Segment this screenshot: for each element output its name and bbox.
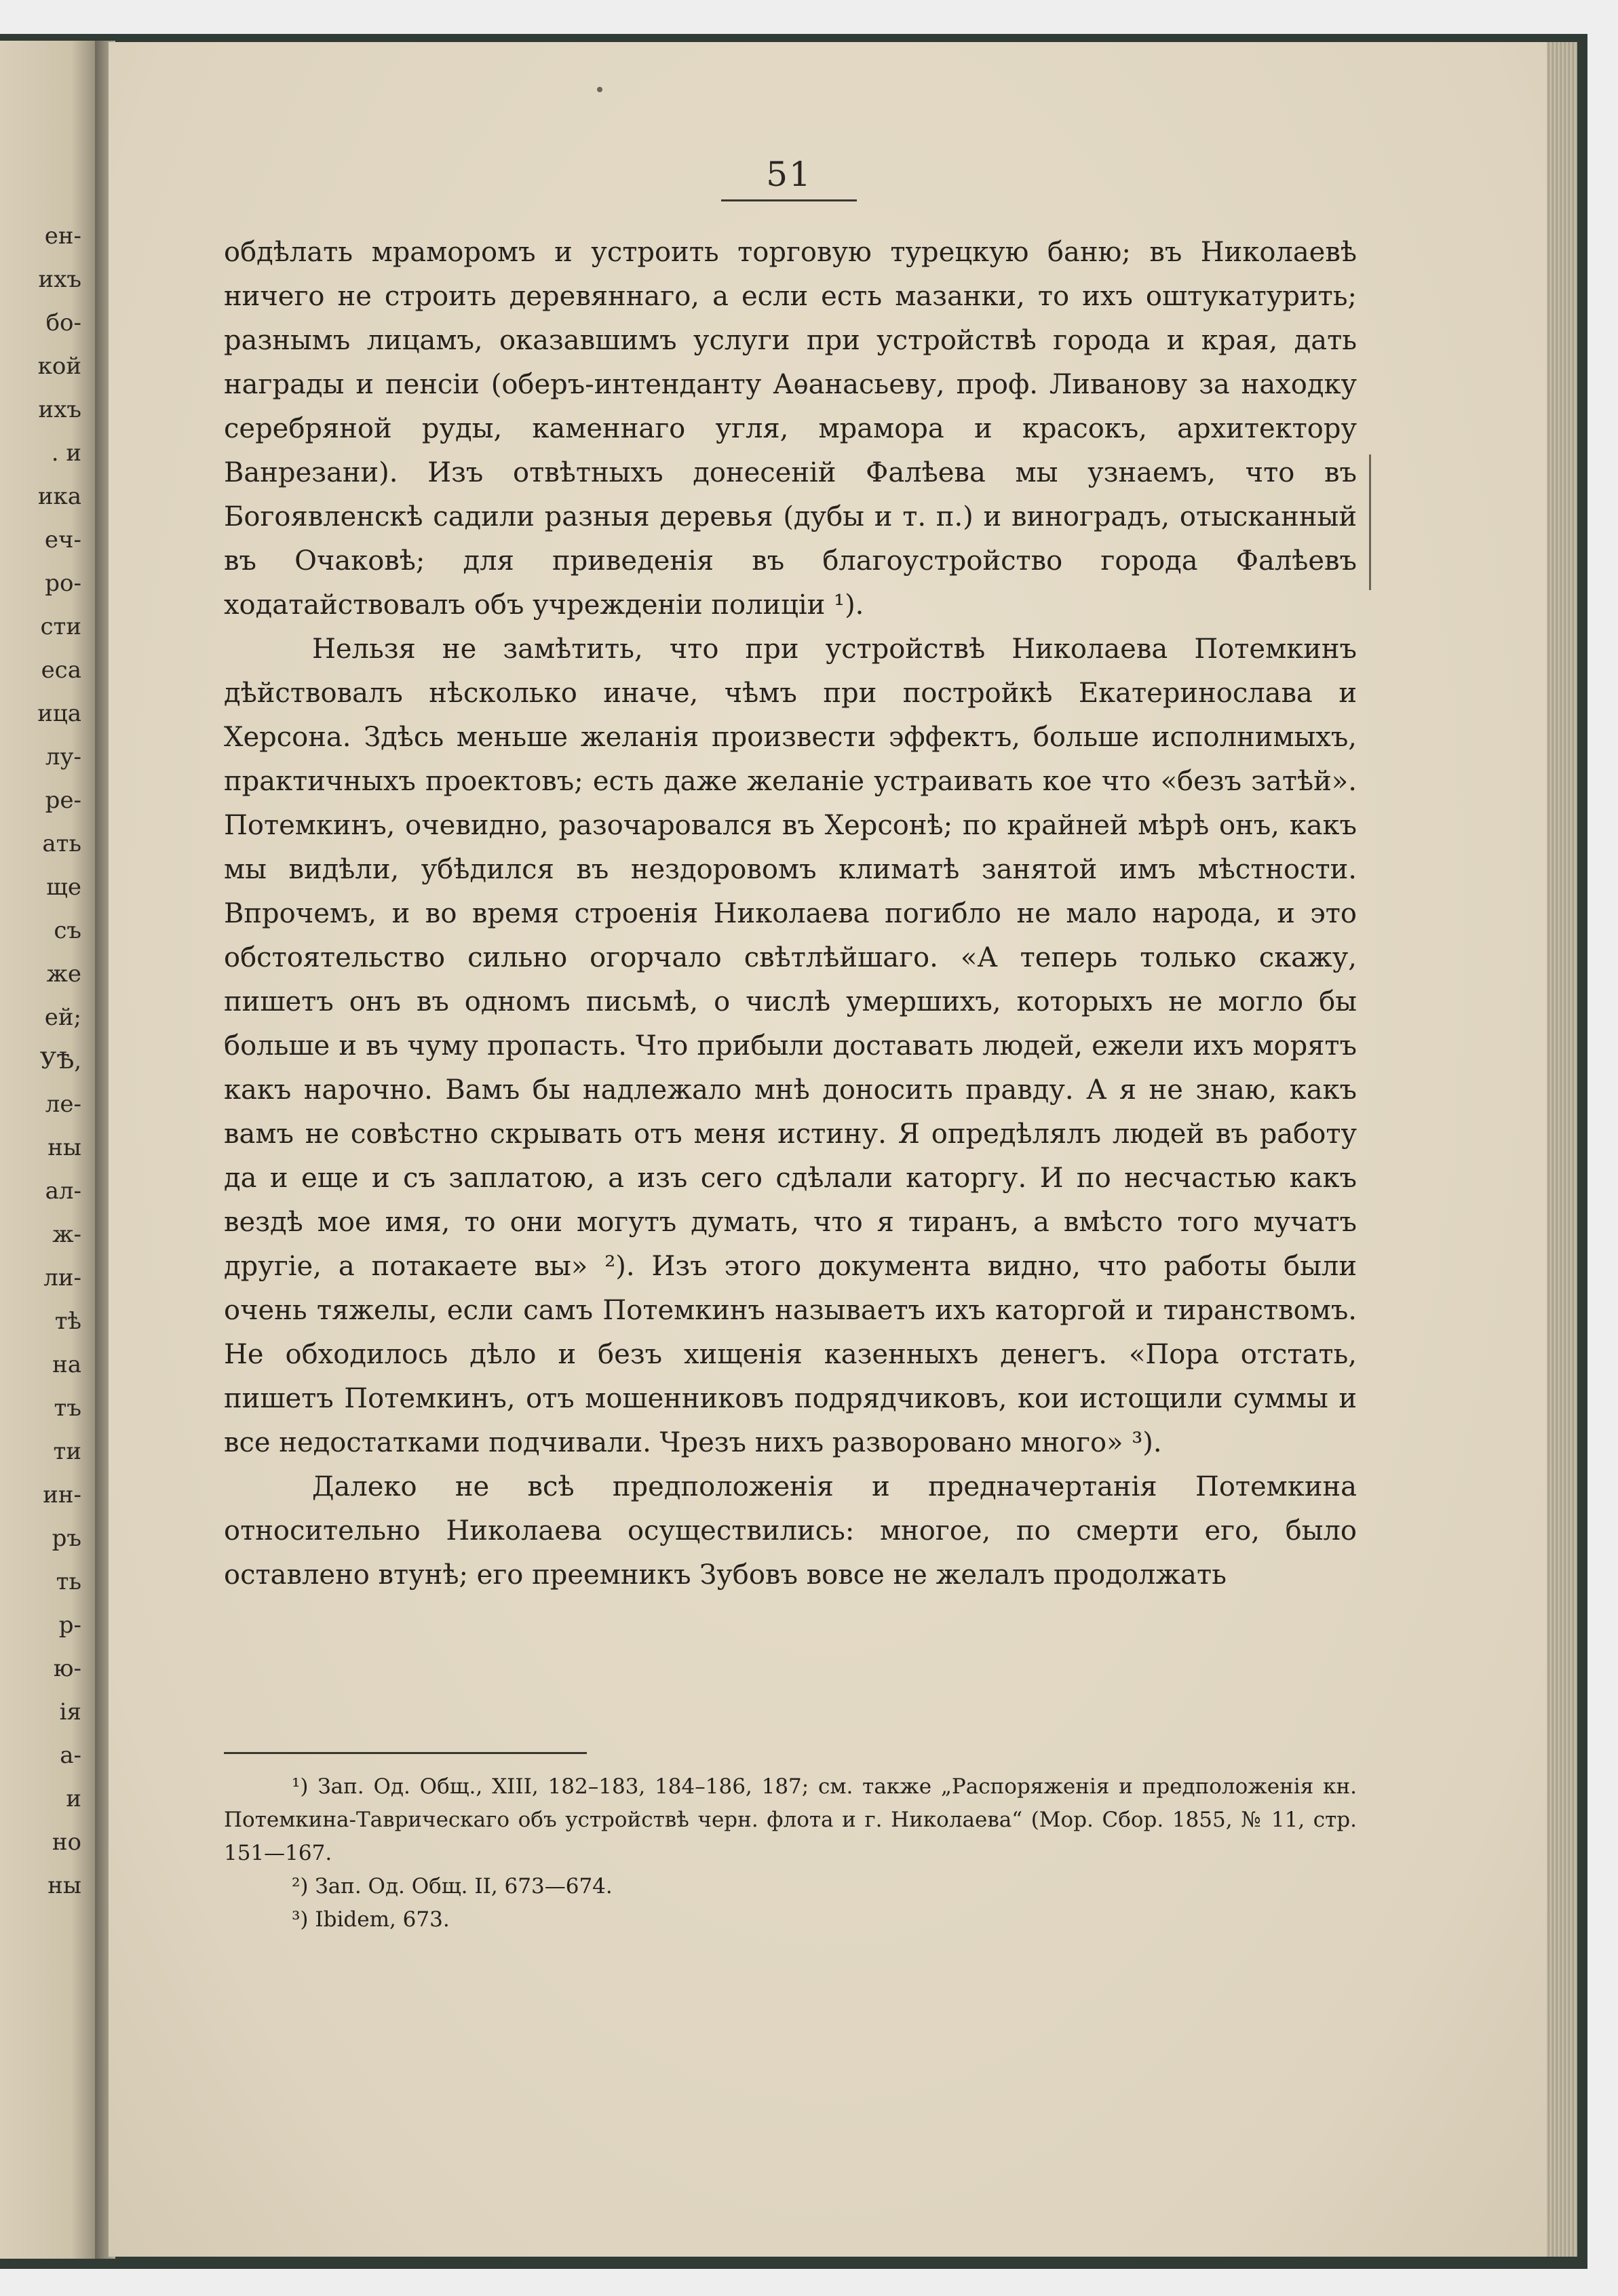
left-page-fragment: ре- [45,787,81,814]
footnotes [224,1770,1357,1937]
left-page-fragment: ти [53,1438,81,1465]
left-page-fragment: ика [37,483,81,510]
left-page-fragment: р- [58,1612,81,1639]
left-page-fragment: ал- [45,1178,81,1205]
left-page-fragment: ица [37,700,81,727]
left-page-fragment: сти [40,613,81,640]
left-page-fragment: ще [46,874,81,901]
left-page-fragment: тѣ [54,1308,81,1335]
left-page-fragment: ны [47,1134,81,1161]
left-page-fragment: еч- [44,526,81,553]
left-page-fragment: но [52,1829,81,1856]
left-page-fragment: съ [54,917,81,944]
left-page-fragment: и [66,1785,81,1812]
left-page-fragment: еса [41,657,81,684]
footnote: ¹) Зап. Од. Общ., XIII, 182–183, 184–186, 187; см. также „Распоряженія и предположенія кн. Потемкина-Таврическаго объ устройствѣ черн. флота и г. Николаева“ (Мор. Сбор. 1855, № 11, стр. 151—167. [224,1774,1357,1865]
left-page-fragment: тъ [54,1395,81,1422]
left-page-fragment: ія [59,1698,81,1726]
left-page-fragment: же [46,960,81,988]
left-page-fragment: ать [42,830,81,857]
left-page-fragment: ихъ [38,396,81,423]
left-page-fragment: ны [47,1872,81,1899]
left-page-fragment: на [52,1351,81,1378]
left-page-fragment: ин- [43,1481,81,1509]
paragraph: Нельзя не замѣтить, что при устройствѣ Николаева Потемкинъ дѣйствовалъ нѣсколько иначе, чѣмъ при постройкѣ Екатеринослава и Херсона. Здѣсь меньше желанія произвести эффектъ, больше исполнимыхъ, практичныхъ проектовъ; есть даже желаніе устраивать кое что «безъ затѣй». Потемкинъ, очевидно, разочаровался въ Херсонѣ; по крайней мѣрѣ онъ, какъ мы видѣли, убѣдился въ нездоровомъ климатѣ занятой имъ мѣстности. Впрочемъ, и во время строенія Николаева погибло не мало народа, и это обстоятельство сильно огорчало свѣтлѣйшаго. «А теперь только скажу, пишетъ онъ въ одномъ письмѣ, о числѣ умершихъ, которыхъ не могло бы больше и въ чуму пропасть. Что прибыли доставать людей, ежели ихъ морятъ какъ нарочно. Вамъ бы надлежало мнѣ доносить правду. А я не знаю, какъ вамъ не совѣстно скрывать отъ меня истину. Я опредѣлялъ людей въ работу да и еще и съ заплатою, а изъ сего сдѣлали каторгу. И по несчастью какъ вездѣ мое имя, то они могутъ думать, что я тиранъ, а вмѣсто того мучатъ другіе, а потакаете вы» ²). Изъ этого документа видно, что работы были очень тяжелы, если самъ Потемкинъ называетъ ихъ каторгой и тиранствомъ. Не обходилось дѣло и безъ хищенія казенныхъ денегъ. «Пора отстать, пишетъ Потемкинъ, отъ мошенниковъ подрядчиковъ, кои истощили суммы и все недостатками подчивали. Чрезъ нихъ разворовано много» ³). [224,634,1357,1458]
left-page-fragment: лу- [45,743,81,771]
footnote-rule [224,1752,587,1754]
left-page-fragment: кой [37,353,81,380]
left-page-fragment: УѢ, [39,1047,81,1074]
left-page-fragment: ть [56,1568,81,1595]
body-text [224,231,1357,1597]
paper-speck [597,87,602,92]
page-number-rule [721,199,857,201]
left-page-fragment: . и [51,440,81,467]
page-number: 51 [766,155,812,194]
page-edge-stack [1547,42,1577,2257]
left-page-fragment: ръ [52,1525,81,1552]
left-page-fragment: а- [60,1742,81,1769]
left-page-edge [0,41,102,2259]
paragraph: Далеко не всѣ предположенія и предначертанія Потемкина относительно Николаева осуществились: многое, по смерти его, было оставлено втунѣ; его преемникъ Зубовъ вовсе не желалъ продолжать [224,1471,1357,1591]
footnote: ²) Зап. Од. Общ. II, 673—674. [292,1874,613,1899]
margin-pencil-mark [1369,454,1371,590]
left-page-fragment: ж- [52,1221,81,1248]
left-page-fragment: ли- [43,1264,81,1291]
footnote: ³) Ibidem, 673. [292,1907,450,1932]
left-page-fragment: ей; [44,1004,81,1031]
left-page-fragment: ен- [44,222,81,250]
left-page-fragment: ро- [45,570,81,597]
paragraph: обдѣлать мраморомъ и устроить торговую турецкую баню; въ Николаевѣ ничего не строить деревяннаго, а если есть мазанки, то ихъ оштукатурить; разнымъ лицамъ, оказавшимъ услуги при устройствѣ города и края, дать награды и пенсіи (оберъ-интенданту Аѳанасьеву, проф. Ливанову за находку серебряной руды, каменнаго угля, мрамора и красокъ, архитектору Ванрезани). Изъ отвѣтныхъ донесеній Фалѣева мы узнаемъ, что въ Богоявленскѣ садили разныя деревья (дубы и т. п.) и виноградъ, отысканный въ Очаковѣ; для приведенія въ благоустройство города Фалѣевъ ходатайствовалъ объ учрежденіи полиціи ¹). [224,237,1357,621]
left-page-fragment: ле- [45,1091,81,1118]
left-page-fragment: бо- [45,309,81,336]
left-page-fragment: ихъ [38,266,81,293]
left-page-fragment: ю- [53,1655,81,1682]
